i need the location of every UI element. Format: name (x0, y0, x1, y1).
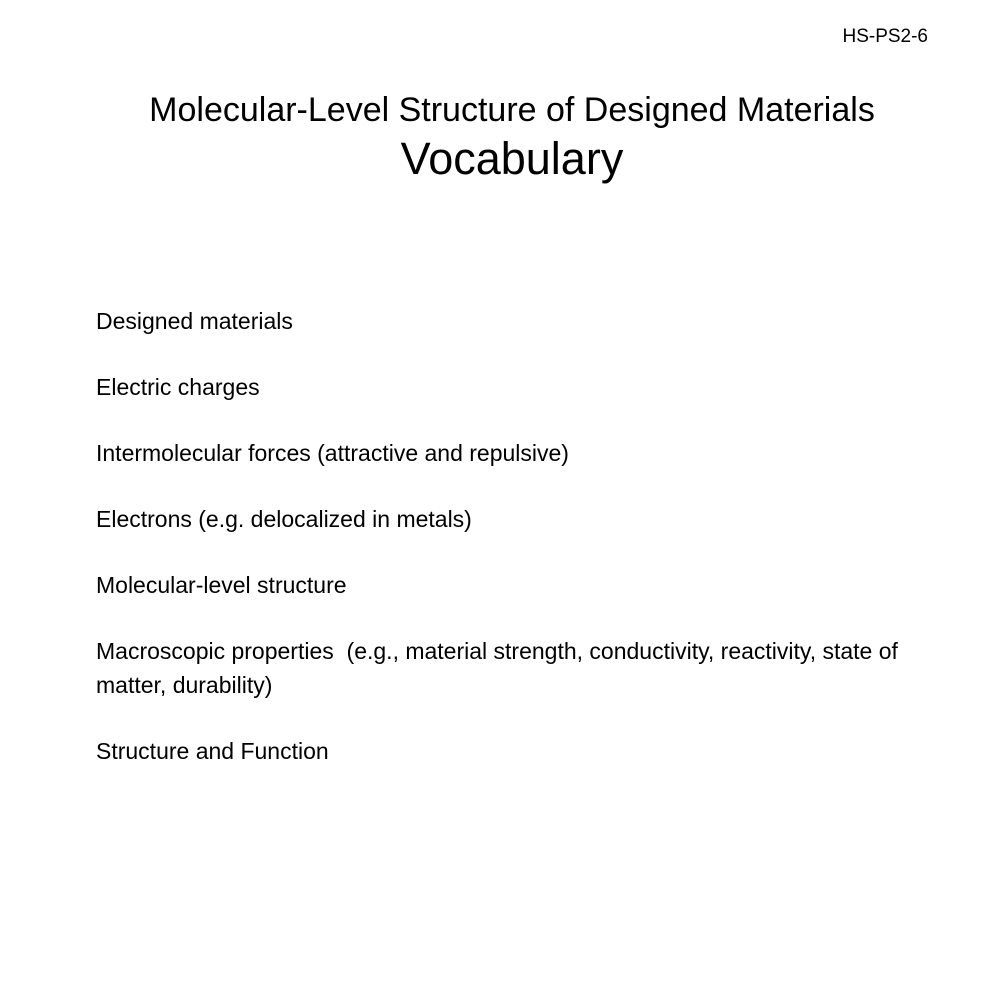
page-subtitle: Vocabulary (400, 133, 624, 184)
page-title: Molecular-Level Structure of Designed Materials (149, 91, 875, 129)
vocabulary-item: Electric charges (96, 374, 260, 400)
vocabulary-item: Molecular-level structure (96, 572, 347, 598)
standard-code-label: HS-PS2-6 (842, 26, 928, 47)
vocabulary-item: Electrons (e.g. delocalized in metals) (96, 506, 472, 532)
vocabulary-item: Designed materials (96, 308, 293, 334)
vocabulary-list (96, 304, 916, 800)
vocabulary-item: Intermolecular forces (attractive and repulsive) (96, 440, 569, 466)
title-block (0, 90, 1008, 186)
vocabulary-item: Structure and Function (96, 738, 329, 764)
vocabulary-item: Macroscopic properties (e.g., material strength, conductivity, reactivity, state of matter, durability) (96, 638, 905, 698)
